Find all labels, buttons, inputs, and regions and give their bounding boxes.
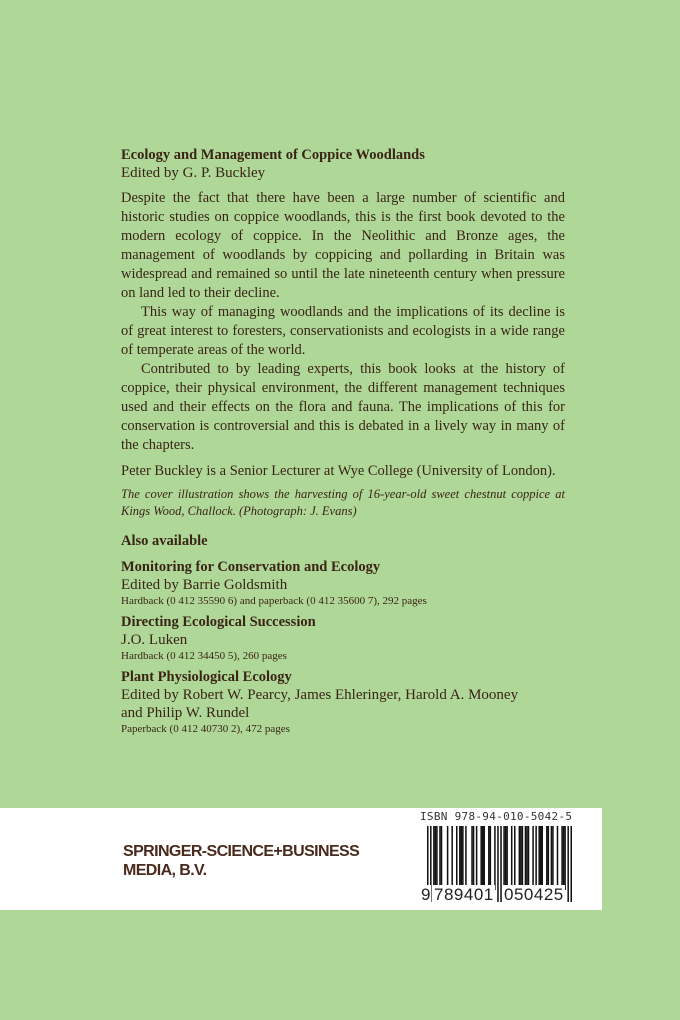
related-book — [121, 668, 541, 737]
barcode-bar — [465, 826, 467, 890]
description-paragraph: Contributed to by leading experts, this book looks at the history of coppice, their physical environment, the different management techniques used and their effects on the flora and fauna. The implications of this for conservation is controversial and this is debated in a lively way in many of the chapters. — [121, 361, 565, 453]
barcode-bar — [503, 826, 505, 890]
barcode-bar — [522, 826, 524, 890]
related-book-details: Paperback (0 412 40730 2), 472 pages — [121, 723, 290, 735]
barcode-bar — [476, 826, 478, 890]
barcode-bar — [480, 826, 482, 890]
related-book-author: J.O. Luken — [121, 632, 188, 648]
barcode-bar — [548, 826, 550, 890]
barcode-bar — [567, 826, 569, 902]
barcode-bar — [511, 826, 513, 890]
barcode-bar — [570, 826, 572, 902]
barcode-bar — [482, 826, 484, 890]
barcode-bar — [488, 826, 490, 890]
related-book-author: Edited by Robert W. Pearcy, James Ehleringer, Harold A. Mooney and Philip W. Rundel — [121, 687, 519, 721]
barcode-bar — [439, 826, 441, 890]
description-paragraph: Despite the fact that there have been a large number of scientific and historic studies on coppice woodlands, this is the first book devoted to the modern ecology of coppice. In the Neolithic and Bronze ages, the management of woodlands by coppicing and pollarding in Britain was widespread and remained so until the late nineteenth century when pressure on land led to their decline. — [121, 190, 565, 301]
barcode-bar — [500, 826, 502, 902]
barcode-bar — [541, 826, 543, 890]
barcode-left-group: 789401 — [434, 885, 494, 904]
publisher-name — [123, 842, 359, 880]
barcode-bar — [459, 826, 461, 890]
barcode-bar — [505, 826, 507, 890]
barcode-bar — [461, 826, 463, 890]
barcode-bar — [528, 826, 530, 890]
related-book-title: Directing Ecological Succession — [121, 614, 316, 630]
barcode-bar — [441, 826, 443, 890]
related-book — [121, 558, 565, 609]
barcode-right-group: 050425 — [504, 885, 564, 904]
cover-note: The cover illustration shows the harvesting of 16-year-old sweet chestnut coppice at Kings Wood, Challock. (Photograph: J. Evans) — [121, 487, 565, 518]
related-book-title: Monitoring for Conservation and Ecology — [121, 559, 381, 575]
barcode-bar — [525, 826, 527, 890]
related-book-details: Hardback (0 412 35590 6) and paperback (0 412 35600 7), 292 pages — [121, 595, 427, 607]
barcode-bar — [471, 826, 473, 890]
related-book — [121, 613, 565, 664]
barcode-bar — [557, 826, 559, 890]
related-book-author: Edited by Barrie Goldsmith — [121, 577, 288, 593]
description-paragraph: This way of managing woodlands and the implications of its decline is of great interest to foresters, conservationists and ecologists in a wide range of temperate areas of the world. — [121, 304, 565, 358]
barcode-bar — [514, 826, 516, 890]
barcode-bar — [456, 826, 458, 890]
barcode-bar — [535, 826, 537, 890]
barcode-bar — [497, 826, 499, 902]
barcode-bar — [494, 826, 496, 890]
author-bio: Peter Buckley is a Senior Lecturer at Wye College (University of London). — [121, 463, 556, 479]
barcode-bar — [506, 826, 508, 890]
book-description — [121, 146, 565, 737]
barcode-first-digit: 9 — [421, 885, 431, 904]
barcode-bar — [526, 826, 528, 890]
barcode-bar — [561, 826, 563, 890]
barcode-bar — [483, 826, 485, 890]
also-available-heading: Also available — [121, 533, 208, 549]
barcode-bar — [436, 826, 438, 890]
barcode-bar — [447, 826, 449, 890]
barcode-bar — [532, 826, 534, 890]
barcode-bar — [538, 826, 540, 890]
barcode-bar — [451, 826, 453, 890]
barcode-bar — [563, 826, 565, 890]
related-book-details: Hardback (0 412 34450 5), 260 pages — [121, 650, 287, 662]
barcode-bar — [435, 826, 437, 890]
barcode-bar — [490, 826, 492, 890]
barcode-bar — [552, 826, 554, 890]
barcode-bar — [551, 826, 553, 890]
book-editor: Edited by G. P. Buckley — [121, 165, 266, 181]
barcode-bar — [462, 826, 464, 890]
isbn-label: ISBN 978-94-010-5042-5 — [420, 810, 573, 823]
barcode-bar — [540, 826, 542, 890]
related-book-title: Plant Physiological Ecology — [121, 669, 292, 685]
barcode-bar — [520, 826, 522, 890]
barcode-bar — [564, 826, 566, 890]
barcode-bar — [473, 826, 475, 890]
publisher-line-1: SPRINGER-SCIENCE+BUSINESS — [123, 843, 360, 860]
barcode-bar — [433, 826, 435, 890]
barcode-bar — [519, 826, 521, 890]
book-title: Ecology and Management of Coppice Woodlands — [121, 147, 425, 163]
barcode-bar — [546, 826, 548, 890]
publisher-line-2: MEDIA, B.V. — [123, 862, 207, 879]
